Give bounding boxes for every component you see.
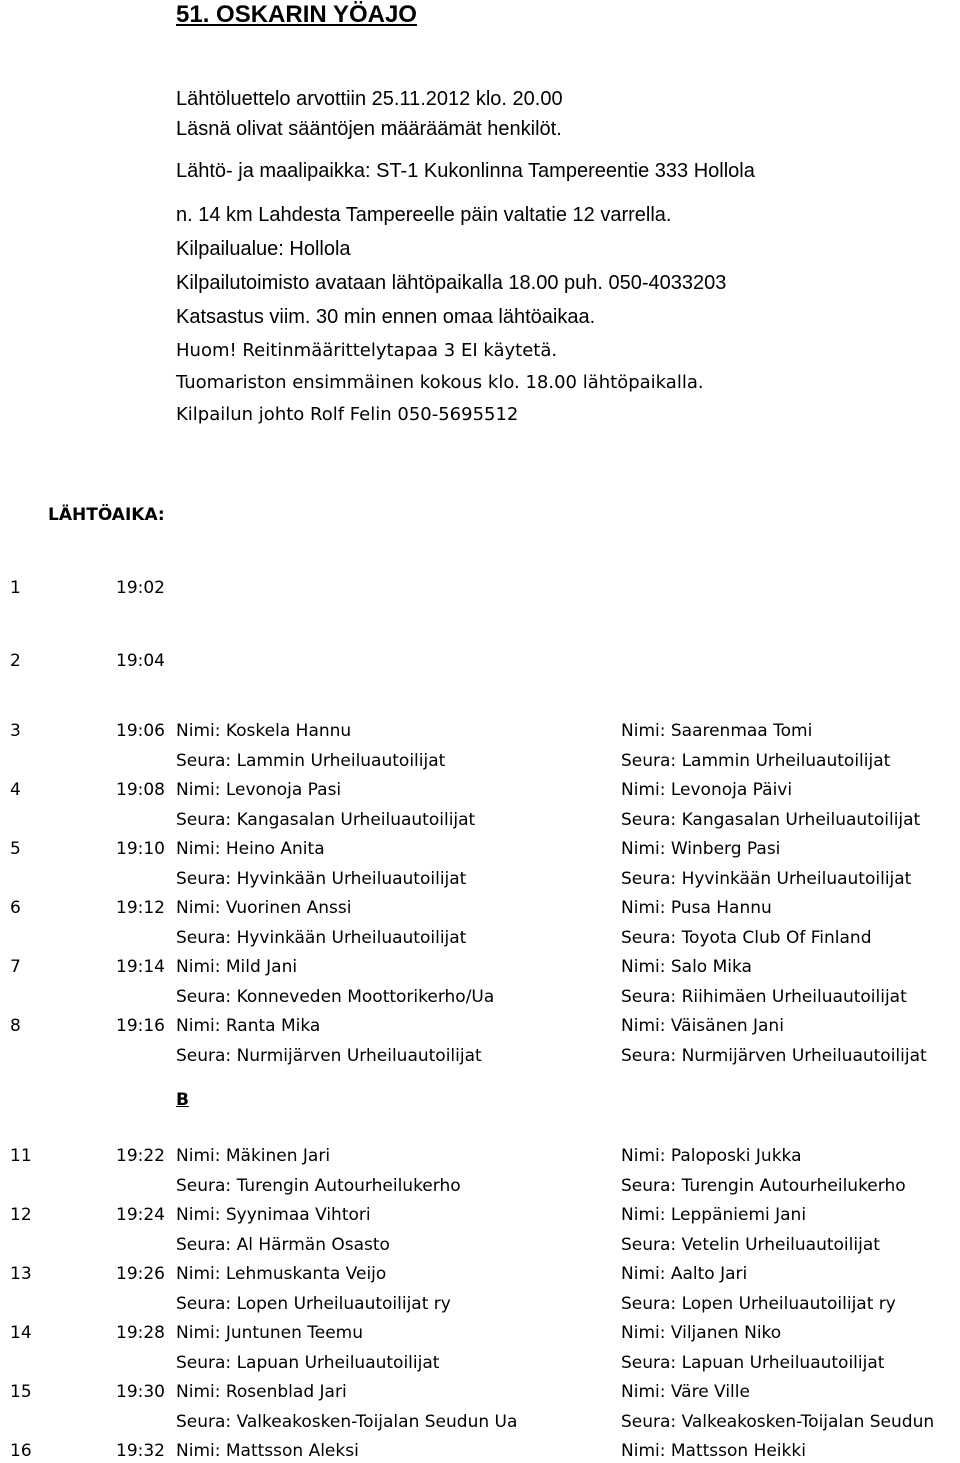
codriver-name: Nimi: Levonoja Päivi bbox=[621, 780, 793, 800]
info-line-director: Kilpailun johto Rolf Felin 050-5695512 bbox=[176, 404, 519, 425]
codriver-club: Seura: Toyota Club Of Finland bbox=[621, 927, 872, 948]
start-time: 19:16 bbox=[116, 1016, 165, 1036]
info-line-directions: n. 14 km Lahdesta Tampereelle päin valtatie 12 varrella. bbox=[176, 204, 672, 226]
start-time: 19:26 bbox=[116, 1264, 165, 1284]
driver-club: Seura: Lopen Urheiluautoilijat ry bbox=[176, 1293, 451, 1314]
driver-name: Nimi: Vuorinen Anssi bbox=[176, 898, 352, 918]
codriver-club: Seura: Lapuan Urheiluautoilijat bbox=[621, 1352, 885, 1373]
document-title: 51. OSKARIN YÖAJO bbox=[176, 1, 417, 28]
info-line-note: Huom! Reitinmäärittelytapaa 3 EI käytetä. bbox=[176, 340, 558, 361]
driver-club: Seura: Nurmijärven Urheiluautoilijat bbox=[176, 1045, 482, 1066]
start-time: 19:24 bbox=[116, 1205, 165, 1225]
info-line-draw-date: Lähtöluettelo arvottiin 25.11.2012 klo. 20.00 bbox=[176, 88, 563, 110]
info-line-start-location: Lähtö- ja maalipaikka: ST-1 Kukonlinna Tampereentie 333 Hollola bbox=[176, 160, 755, 182]
driver-name: Nimi: Syynimaa Vihtori bbox=[176, 1205, 371, 1225]
codriver-name: Nimi: Winberg Pasi bbox=[621, 839, 781, 859]
start-time-header: LÄHTÖAIKA: bbox=[48, 505, 165, 525]
start-time: 19:30 bbox=[116, 1382, 165, 1402]
start-number: 6 bbox=[10, 898, 21, 918]
start-number: 4 bbox=[10, 780, 21, 800]
start-number: 16 bbox=[10, 1441, 32, 1461]
start-number: 12 bbox=[10, 1205, 32, 1225]
start-time: 19:14 bbox=[116, 957, 165, 977]
start-number: 15 bbox=[10, 1382, 32, 1402]
driver-name: Nimi: Mild Jani bbox=[176, 957, 298, 977]
start-time: 19:22 bbox=[116, 1146, 165, 1166]
codriver-name: Nimi: Leppäniemi Jani bbox=[621, 1205, 807, 1225]
start-number: 2 bbox=[10, 651, 21, 671]
codriver-club: Seura: Lopen Urheiluautoilijat ry bbox=[621, 1293, 896, 1314]
start-time: 19:06 bbox=[116, 721, 165, 741]
start-time: 19:28 bbox=[116, 1323, 165, 1343]
codriver-club: Seura: Lammin Urheiluautoilijat bbox=[621, 750, 891, 771]
start-time: 19:12 bbox=[116, 898, 165, 918]
driver-club: Seura: Hyvinkään Urheiluautoilijat bbox=[176, 927, 467, 948]
codriver-name: Nimi: Aalto Jari bbox=[621, 1264, 748, 1284]
start-number: 3 bbox=[10, 721, 21, 741]
codriver-name: Nimi: Paloposki Jukka bbox=[621, 1146, 802, 1166]
codriver-name: Nimi: Väre Ville bbox=[621, 1382, 750, 1402]
start-number: 7 bbox=[10, 957, 21, 977]
driver-club: Seura: Turengin Autourheilukerho bbox=[176, 1175, 461, 1196]
driver-club: Seura: Al Härmän Osasto bbox=[176, 1234, 390, 1255]
driver-club: Seura: Hyvinkään Urheiluautoilijat bbox=[176, 868, 467, 889]
info-line-office: Kilpailutoimisto avataan lähtöpaikalla 18.00 puh. 050-4033203 bbox=[176, 272, 727, 294]
driver-name: Nimi: Rosenblad Jari bbox=[176, 1382, 347, 1402]
codriver-name: Nimi: Pusa Hannu bbox=[621, 898, 772, 918]
driver-club: Seura: Kangasalan Urheiluautoilijat bbox=[176, 809, 476, 830]
driver-name: Nimi: Lehmuskanta Veijo bbox=[176, 1264, 387, 1284]
start-number: 14 bbox=[10, 1323, 32, 1343]
start-time: 19:02 bbox=[116, 578, 165, 598]
driver-name: Nimi: Levonoja Pasi bbox=[176, 780, 342, 800]
codriver-club: Seura: Nurmijärven Urheiluautoilijat bbox=[621, 1045, 927, 1066]
driver-name: Nimi: Mattsson Aleksi bbox=[176, 1441, 359, 1461]
driver-club: Seura: Lapuan Urheiluautoilijat bbox=[176, 1352, 440, 1373]
info-line-jury: Tuomariston ensimmäinen kokous klo. 18.00 lähtöpaikalla. bbox=[176, 372, 704, 393]
start-number: 5 bbox=[10, 839, 21, 859]
start-time: 19:04 bbox=[116, 651, 165, 671]
driver-name: Nimi: Mäkinen Jari bbox=[176, 1146, 331, 1166]
codriver-club: Seura: Vetelin Urheiluautoilijat bbox=[621, 1234, 880, 1255]
driver-name: Nimi: Juntunen Teemu bbox=[176, 1323, 364, 1343]
codriver-club: Seura: Valkeakosken-Toijalan Seudun bbox=[621, 1411, 935, 1432]
driver-name: Nimi: Koskela Hannu bbox=[176, 721, 352, 741]
codriver-name: Nimi: Mattsson Heikki bbox=[621, 1441, 806, 1461]
driver-club: Seura: Konneveden Moottorikerho/Ua bbox=[176, 986, 495, 1007]
codriver-club: Seura: Kangasalan Urheiluautoilijat bbox=[621, 809, 921, 830]
start-number: 11 bbox=[10, 1146, 32, 1166]
info-line-inspection: Katsastus viim. 30 min ennen omaa lähtöaikaa. bbox=[176, 306, 596, 328]
codriver-name: Nimi: Saarenmaa Tomi bbox=[621, 721, 813, 741]
driver-name: Nimi: Ranta Mika bbox=[176, 1016, 321, 1036]
driver-name: Nimi: Heino Anita bbox=[176, 839, 325, 859]
start-time: 19:10 bbox=[116, 839, 165, 859]
start-number: 8 bbox=[10, 1016, 21, 1036]
start-time: 19:32 bbox=[116, 1441, 165, 1461]
start-number: 13 bbox=[10, 1264, 32, 1284]
codriver-name: Nimi: Viljanen Niko bbox=[621, 1323, 782, 1343]
start-time: 19:08 bbox=[116, 780, 165, 800]
codriver-club: Seura: Hyvinkään Urheiluautoilijat bbox=[621, 868, 912, 889]
start-number: 1 bbox=[10, 578, 21, 598]
driver-club: Seura: Lammin Urheiluautoilijat bbox=[176, 750, 446, 771]
info-line-area: Kilpailualue: Hollola bbox=[176, 238, 351, 260]
codriver-name: Nimi: Väisänen Jani bbox=[621, 1016, 784, 1036]
codriver-club: Seura: Turengin Autourheilukerho bbox=[621, 1175, 906, 1196]
codriver-name: Nimi: Salo Mika bbox=[621, 957, 752, 977]
class-b-heading: B bbox=[176, 1090, 189, 1110]
driver-club: Seura: Valkeakosken-Toijalan Seudun Ua bbox=[176, 1411, 518, 1432]
info-line-attendance: Läsnä olivat sääntöjen määräämät henkilöt. bbox=[176, 118, 562, 140]
codriver-club: Seura: Riihimäen Urheiluautoilijat bbox=[621, 986, 907, 1007]
